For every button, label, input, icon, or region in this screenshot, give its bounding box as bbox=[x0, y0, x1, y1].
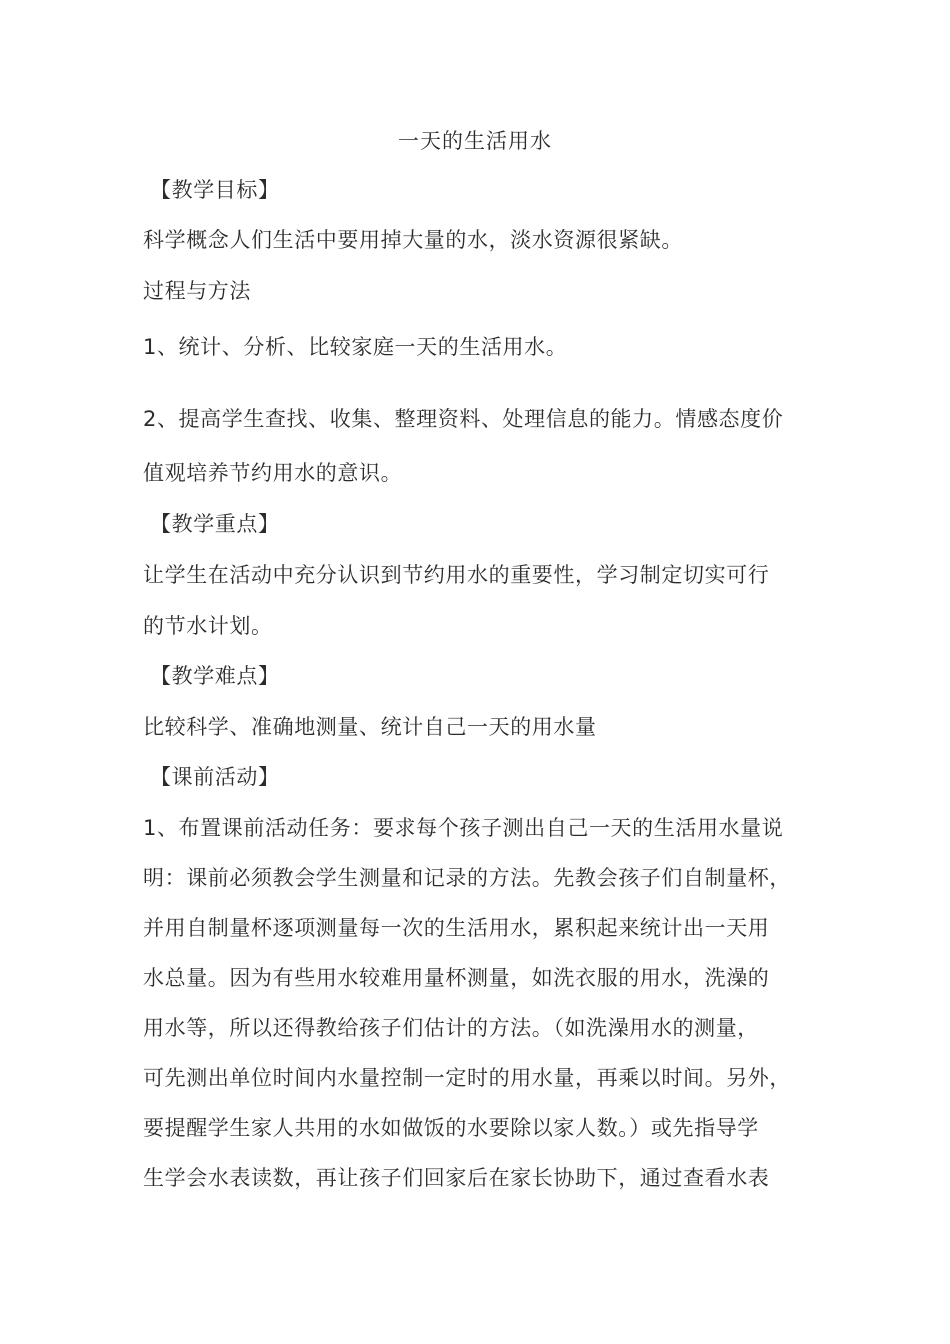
paragraph-line: 并用自制量杯逐项测量每一次的生活用水，累积起来统计出一天用 bbox=[143, 916, 770, 940]
paragraph-line: 值观培养节约用水的意识。 bbox=[143, 461, 403, 485]
paragraph-line: 过程与方法 bbox=[143, 279, 251, 303]
section-heading-key-points: 【教学重点】 bbox=[150, 512, 280, 536]
paragraph-line: 明：课前必须教会学生测量和记录的方法。先教会孩子们自制量杯， bbox=[143, 866, 791, 890]
paragraph-line: 让学生在活动中充分认识到节约用水的重要性，学习制定切实可行 bbox=[143, 563, 770, 587]
paragraph-line: 用水等，所以还得教给孩子们估计的方法。（如洗澡用水的测量， bbox=[143, 1016, 759, 1040]
section-heading-difficulties: 【教学难点】 bbox=[150, 664, 280, 688]
paragraph-line: 科学概念人们生活中要用掉大量的水，淡水资源很紧缺。 bbox=[143, 228, 683, 252]
paragraph-line: 水总量。因为有些用水较难用量杯测量，如洗衣服的用水，洗澡的 bbox=[143, 966, 770, 990]
section-heading-pre-class: 【课前活动】 bbox=[150, 765, 280, 789]
paragraph-line: 可先测出单位时间内水量控制一定时的用水量，再乘以时间。另外， bbox=[143, 1066, 791, 1090]
paragraph-line: 1、布置课前活动任务：要求每个孩子测出自己一天的生活用水量说 bbox=[143, 816, 784, 840]
paragraph-line: 1、统计、分析、比较家庭一天的生活用水。 bbox=[143, 335, 568, 359]
paragraph-line: 生学会水表读数，再让孩子们回家后在家长协助下，通过查看水表 bbox=[143, 1166, 770, 1190]
section-heading-objectives: 【教学目标】 bbox=[150, 178, 280, 202]
paragraph-line: 比较科学、准确地测量、统计自己一天的用水量 bbox=[143, 715, 597, 739]
paragraph-line: 要提醒学生家人共用的水如做饭的水要除以家人数。）或先指导学 bbox=[143, 1116, 759, 1140]
paragraph-line: 2、提高学生查找、收集、整理资料、处理信息的能力。情感态度价 bbox=[143, 407, 784, 431]
document-title: 一天的生活用水 bbox=[398, 129, 552, 153]
paragraph-line: 的节水计划。 bbox=[143, 614, 273, 638]
